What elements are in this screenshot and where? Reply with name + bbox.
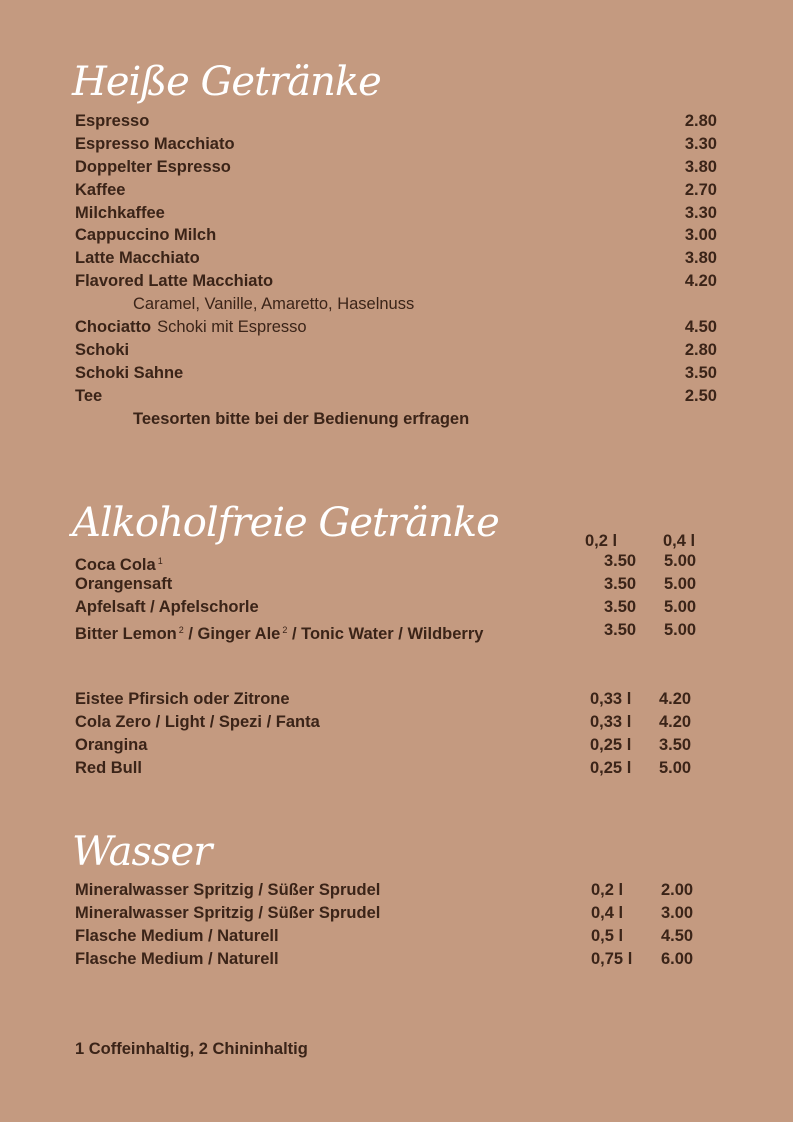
- menu-item: [75, 202, 715, 225]
- tea-note-text: Teesorten bitte bei der Bedienung erfragen: [133, 409, 470, 428]
- soft-drinks-list-bottled: [75, 688, 715, 780]
- footnote: 1 Coffeinhaltig, 2 Chininhaltig: [75, 1040, 308, 1058]
- item-name: Chociatto: [75, 318, 152, 337]
- item-size: 0,75 l: [591, 949, 633, 968]
- footnote-marker: 2: [282, 624, 288, 635]
- item-name: Milchkaffee: [75, 203, 165, 222]
- menu-item: [75, 316, 715, 339]
- item-price-small: 3.50: [603, 620, 637, 639]
- menu-item: [75, 550, 715, 573]
- menu-item: [75, 734, 715, 757]
- item-price: 3.50: [659, 735, 692, 754]
- item-price: 4.50: [684, 318, 717, 337]
- item-price: 2.00: [661, 881, 694, 899]
- item-price: 3.80: [684, 249, 717, 268]
- item-name: Apfelsaft / Apfelschorle: [75, 597, 259, 616]
- item-name: Mineralwasser Spritzig / Süßer Sprudel: [75, 881, 381, 899]
- menu-item: [75, 925, 715, 948]
- item-price: 2.70: [684, 180, 717, 199]
- item-price-large: 5.00: [663, 620, 697, 639]
- item-price: 4.20: [684, 272, 717, 291]
- item-price: 3.30: [684, 203, 717, 222]
- item-price: 4.20: [659, 690, 692, 708]
- item-name: Espresso Macchiato: [75, 134, 235, 153]
- flavors-note-text: Caramel, Vanille, Amaretto, Haselnuss: [133, 295, 415, 314]
- menu-item: [75, 156, 715, 179]
- item-name: Flavored Latte Macchiato: [75, 272, 274, 291]
- item-name: Tee: [75, 386, 103, 405]
- item-name: Orangina: [75, 735, 148, 754]
- item-price: 6.00: [661, 949, 694, 968]
- item-name: Cappuccino Milch: [75, 226, 217, 245]
- item-name: Bitter Lemon: [75, 624, 177, 643]
- item-price: 3.50: [684, 363, 717, 382]
- item-price-small: 3.50: [603, 574, 637, 593]
- item-name: Espresso: [75, 112, 150, 130]
- item-price: 3.30: [684, 134, 717, 153]
- menu-item: [75, 711, 715, 734]
- menu-item: [75, 179, 715, 202]
- menu-item: [75, 688, 715, 711]
- item-price: 3.00: [661, 903, 694, 922]
- menu-item: [75, 619, 715, 642]
- menu-item: [75, 879, 715, 902]
- menu-item: [75, 270, 715, 293]
- item-price: 3.00: [684, 226, 717, 245]
- item-price-small: 3.50: [603, 552, 637, 570]
- item-description: Schoki mit Espresso: [157, 318, 307, 337]
- menu-item: [75, 110, 715, 133]
- menu-item: [75, 385, 715, 408]
- menu-item: [75, 133, 715, 156]
- item-price-large: 5.00: [663, 574, 697, 593]
- menu-item: [75, 224, 715, 247]
- section-title-hot-drinks: Heiße Getränke: [72, 59, 381, 105]
- footnote-marker: 2: [178, 624, 184, 635]
- item-size: 0,4 l: [591, 903, 624, 922]
- item-name: Flasche Medium / Naturell: [75, 949, 279, 968]
- item-name: Mineralwasser Spritzig / Süßer Sprudel: [75, 903, 381, 922]
- item-name: Coca Cola: [75, 556, 156, 574]
- size-column-header-small: 0,2 l: [585, 532, 618, 550]
- item-price: 2.80: [684, 112, 717, 130]
- menu-item: [75, 948, 715, 971]
- tea-note: [75, 408, 715, 431]
- item-name: Kaffee: [75, 180, 126, 199]
- menu-item: [75, 339, 715, 362]
- item-price: 4.20: [659, 712, 692, 731]
- menu-item: [75, 757, 715, 780]
- item-name: / Ginger Ale: [183, 624, 281, 643]
- hot-drinks-list: [75, 110, 715, 430]
- item-name: Orangensaft: [75, 574, 173, 593]
- item-name: Schoki Sahne: [75, 363, 184, 382]
- item-size: 0,5 l: [591, 926, 624, 945]
- section-title-water: Wasser: [72, 829, 212, 875]
- item-size: 0,25 l: [590, 735, 632, 754]
- item-size: 0,2 l: [591, 881, 624, 899]
- item-price-small: 3.50: [603, 597, 637, 616]
- menu-item: [75, 573, 715, 596]
- menu-item: [75, 596, 715, 619]
- item-name: Flasche Medium / Naturell: [75, 926, 279, 945]
- water-list: [75, 879, 715, 971]
- item-price-large: 5.00: [663, 597, 697, 616]
- footnote-marker: 1: [157, 556, 163, 566]
- item-name: Eistee Pfirsich oder Zitrone: [75, 690, 290, 708]
- item-price: 4.50: [661, 926, 694, 945]
- item-name: Cola Zero / Light / Spezi / Fanta: [75, 712, 320, 731]
- item-size: 0,33 l: [590, 690, 632, 708]
- item-price: 5.00: [659, 758, 692, 777]
- item-size: 0,25 l: [590, 758, 632, 777]
- section-title-soft-drinks: Alkoholfreie Getränke: [72, 500, 499, 546]
- item-name: Latte Macchiato: [75, 249, 200, 268]
- item-price-large: 5.00: [663, 552, 697, 570]
- size-column-header-large: 0,4 l: [663, 532, 696, 550]
- item-name: Schoki: [75, 340, 130, 359]
- menu-item: [75, 362, 715, 385]
- soft-drinks-list: [75, 550, 715, 642]
- item-name: Doppelter Espresso: [75, 157, 231, 176]
- item-price: 3.80: [684, 157, 717, 176]
- menu-item: [75, 902, 715, 925]
- menu-item: [75, 247, 715, 270]
- item-name: / Tonic Water / Wildberry: [287, 624, 484, 643]
- flavors-note: [75, 293, 715, 316]
- item-name: Red Bull: [75, 758, 142, 777]
- item-price: 2.80: [684, 340, 717, 359]
- item-price: 2.50: [684, 386, 717, 405]
- item-size: 0,33 l: [590, 712, 632, 731]
